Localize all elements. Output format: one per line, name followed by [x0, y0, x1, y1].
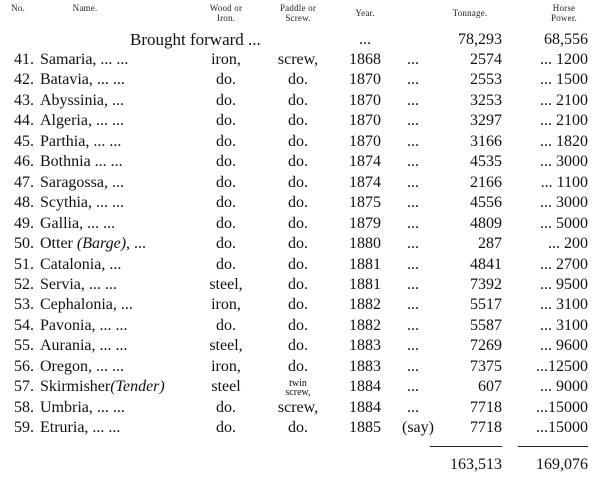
horsepower: ...15000: [536, 398, 588, 416]
separator: ...: [407, 194, 419, 212]
tonnage: 3253: [470, 91, 502, 109]
ship-name: [40, 50, 128, 70]
propulsion: do.: [288, 337, 308, 355]
horsepower: ... 9600: [540, 337, 588, 355]
table-row: [0, 214, 594, 234]
propulsion: do.: [288, 132, 308, 150]
year: 1874: [349, 173, 381, 191]
material: do.: [216, 153, 236, 171]
propulsion: do.: [288, 419, 308, 437]
separator: ...: [407, 71, 419, 89]
material: do.: [216, 112, 236, 130]
propulsion-line1: twin: [289, 378, 307, 390]
horsepower: ... 200: [548, 235, 588, 253]
material: do.: [216, 214, 236, 232]
ship-name: [40, 173, 124, 193]
ship-name-text: Cephalonia, ...: [40, 296, 133, 314]
tonnage: 3166: [470, 132, 502, 150]
propulsion: do.: [288, 316, 308, 334]
ship-name-text: Gallia, ... ...: [40, 214, 116, 232]
material: do.: [216, 255, 236, 273]
tonnage: 607: [478, 378, 502, 396]
separator: ...: [407, 337, 419, 355]
year: 1882: [349, 316, 381, 334]
horsepower: ... 9500: [540, 275, 588, 293]
material: do.: [216, 419, 236, 437]
horsepower: ... 1820: [540, 132, 588, 150]
tonnage: 2553: [470, 71, 502, 89]
propulsion: [263, 379, 333, 397]
table-row: [0, 275, 594, 295]
header-name-label: Name.: [72, 3, 98, 13]
separator: ...: [407, 235, 419, 253]
row-number: 42.: [14, 71, 34, 89]
separator: (say): [402, 419, 434, 437]
tonnage: 5517: [470, 296, 502, 314]
horsepower: ... 2100: [540, 112, 588, 130]
ship-name: [40, 111, 124, 131]
year: 1884: [349, 378, 381, 396]
separator: ...: [407, 316, 419, 334]
ship-name: [40, 234, 146, 254]
ship-name-text: Aurania, ... ...: [40, 337, 128, 355]
tonnage-total-rule: [430, 446, 502, 447]
year: 1882: [349, 296, 381, 314]
header-tonnage: [440, 8, 500, 18]
propulsion: do.: [288, 91, 308, 109]
year: 1881: [349, 255, 381, 273]
ship-name: [40, 275, 117, 295]
totals-row: [0, 455, 594, 475]
ship-name-text: Abyssinia, ...: [40, 91, 124, 109]
row-number: 59.: [14, 419, 34, 437]
row-number: 48.: [14, 194, 34, 212]
year: 1870: [349, 71, 381, 89]
propulsion: screw,: [277, 398, 319, 416]
ship-name-text: Etruria, ... ...: [40, 419, 121, 437]
ship-name-type: (Barge): [76, 235, 127, 253]
year: 1875: [349, 194, 381, 212]
year: 1884: [349, 398, 381, 416]
horsepower: ... 1200: [540, 51, 588, 68]
ship-name-type: (Tender): [110, 378, 165, 396]
material: do.: [216, 173, 236, 191]
row-number: 57.: [14, 378, 34, 396]
ship-name-text: Saragossa, ...: [40, 173, 124, 191]
year: 1885: [349, 419, 381, 437]
table-row: [0, 255, 594, 275]
separator: ...: [407, 357, 419, 375]
material: do.: [216, 132, 236, 150]
header-propulsion-line2: Screw.: [285, 13, 311, 23]
material: do.: [216, 316, 236, 334]
ship-name: [40, 214, 115, 234]
year: 1870: [349, 112, 381, 130]
tonnage: 7375: [470, 357, 502, 375]
table-row: [0, 70, 594, 90]
propulsion-line2: screw,: [285, 387, 311, 399]
header-material-line2: Iron.: [216, 13, 236, 23]
header-no: [6, 3, 30, 13]
separator: ...: [407, 112, 419, 130]
ship-name-text: Samaria, ... ...: [40, 51, 129, 68]
horsepower: ... 3000: [540, 194, 588, 212]
total-tonnage: 163,513: [450, 456, 502, 473]
ship-name: [40, 336, 128, 356]
header-horsepower-line1: Horse: [552, 3, 576, 13]
material: do.: [216, 235, 236, 253]
ship-name: [40, 357, 124, 377]
material: steel,: [209, 337, 243, 355]
ship-name-text: Bothnia ... ...: [40, 153, 123, 171]
total-horsepower: 169,076: [536, 456, 588, 473]
year: 1874: [349, 153, 381, 171]
table-row: [0, 357, 594, 377]
ship-name: [40, 255, 121, 275]
tonnage: 5587: [470, 316, 502, 334]
brought-forward-horsepower: 68,556: [544, 31, 588, 48]
tonnage: 287: [478, 235, 502, 253]
row-number: 43.: [14, 91, 34, 109]
table-row: [0, 132, 594, 152]
tonnage: 4535: [470, 153, 502, 171]
table-row: [0, 50, 594, 70]
tonnage: 7718: [470, 419, 502, 437]
separator: ...: [407, 153, 419, 171]
material: steel: [211, 378, 241, 396]
header-tonnage-label: Tonnage.: [452, 8, 488, 18]
year: 1883: [349, 337, 381, 355]
separator: ...: [407, 173, 419, 191]
table-row: [0, 193, 594, 213]
header-year-label: Year.: [355, 8, 375, 18]
separator: ...: [407, 255, 419, 273]
header-name: [55, 3, 115, 13]
propulsion: do.: [288, 173, 308, 191]
ship-name: [40, 418, 120, 438]
ship-name-text: Parthia, ... ...: [40, 132, 122, 150]
table-row: [0, 234, 594, 254]
propulsion: do.: [288, 71, 308, 89]
ship-name-text: Skirmisher: [40, 378, 111, 396]
row-number: 45.: [14, 132, 34, 150]
ship-name: [40, 295, 133, 315]
propulsion: do.: [288, 214, 308, 232]
header-horsepower-line2: Power.: [551, 13, 577, 23]
ship-name-text: Batavia, ... ...: [40, 71, 125, 89]
table-row: [0, 152, 594, 172]
ship-name: [40, 132, 121, 152]
horsepower: ... 9000: [540, 378, 588, 396]
separator: ...: [407, 398, 419, 416]
separator: ...: [407, 91, 419, 109]
horsepower: ... 2100: [540, 91, 588, 109]
table-row: [0, 295, 594, 315]
propulsion: do.: [288, 153, 308, 171]
horsepower: ... 5000: [540, 214, 588, 232]
propulsion: do.: [288, 194, 308, 212]
brought-forward-row: [0, 30, 594, 50]
row-number: 54.: [14, 316, 34, 334]
table-row: [0, 336, 594, 356]
table-row: [0, 173, 594, 193]
separator: ...: [407, 132, 419, 150]
tonnage: 7718: [470, 398, 502, 416]
propulsion: do.: [288, 112, 308, 130]
row-number: 56.: [14, 357, 34, 375]
header-propulsion-line1: Paddle or: [279, 3, 317, 13]
year: 1879: [349, 214, 381, 232]
ship-name: [40, 316, 128, 336]
header-no-label: No.: [11, 3, 25, 13]
year: 1881: [349, 275, 381, 293]
year: 1870: [349, 132, 381, 150]
separator: ...: [407, 378, 419, 396]
separator: ...: [407, 214, 419, 232]
propulsion: screw,: [277, 51, 319, 68]
ship-name: [40, 193, 124, 213]
ship-name-text: Catalonia, ...: [40, 255, 122, 273]
material: iron,: [211, 296, 241, 314]
table-row: [0, 316, 594, 336]
header-material-line1: Wood or: [209, 3, 243, 13]
tonnage: 2574: [470, 51, 502, 68]
tonnage: 3297: [470, 112, 502, 130]
horsepower: ... 1100: [540, 173, 588, 191]
year: 1868: [349, 51, 381, 68]
horsepower: ...15000: [536, 419, 588, 437]
table-row: [0, 377, 594, 397]
ship-name-text: Algeria, ... ...: [40, 112, 124, 130]
year: 1883: [349, 357, 381, 375]
tonnage: 4809: [470, 214, 502, 232]
ship-name-text: Pavonia, ... ...: [40, 316, 128, 334]
brought-forward-year: ...: [359, 31, 371, 48]
ship-name-text: Oregon, ... ...: [40, 357, 124, 375]
row-number: 46.: [14, 153, 34, 171]
horsepower-total-rule: [518, 446, 588, 447]
header-horsepower: [540, 3, 588, 23]
separator: ...: [407, 275, 419, 293]
propulsion: do.: [288, 255, 308, 273]
horsepower: ... 2700: [540, 255, 588, 273]
header-propulsion: [263, 3, 333, 23]
ship-name: [40, 152, 123, 172]
table-row: [0, 111, 594, 131]
row-number: 47.: [14, 173, 34, 191]
row-number: 51.: [14, 255, 34, 273]
row-number: 50.: [14, 235, 34, 253]
propulsion: do.: [288, 357, 308, 375]
table-row: [0, 398, 594, 418]
separator: ...: [407, 51, 419, 68]
horsepower: ... 3100: [540, 296, 588, 314]
header-year: [345, 8, 385, 18]
ship-name: [40, 91, 124, 111]
row-number: 41.: [14, 51, 34, 68]
tonnage: 4841: [470, 255, 502, 273]
ship-name-text: Servia, ... ...: [40, 275, 117, 293]
row-number: 49.: [14, 214, 34, 232]
row-number: 53.: [14, 296, 34, 314]
year: 1880: [349, 235, 381, 253]
propulsion: do.: [288, 235, 308, 253]
separator: ...: [407, 296, 419, 314]
material: do.: [216, 91, 236, 109]
ship-name-text: Scythia, ... ...: [40, 194, 124, 212]
tonnage: 7269: [470, 337, 502, 355]
horsepower: ... 1500: [540, 71, 588, 89]
year: 1870: [349, 91, 381, 109]
tonnage: 4556: [470, 194, 502, 212]
horsepower: ... 3100: [540, 316, 588, 334]
material: do.: [216, 194, 236, 212]
horsepower: ... 3000: [540, 153, 588, 171]
row-number: 58.: [14, 398, 34, 416]
material: steel,: [209, 275, 243, 293]
row-number: 44.: [14, 112, 34, 130]
propulsion: do.: [288, 275, 308, 293]
propulsion: do.: [288, 296, 308, 314]
tonnage: 2166: [470, 173, 502, 191]
row-number: 55.: [14, 337, 34, 355]
ship-name-suffix: , ...: [126, 235, 147, 253]
brought-forward-label: Brought forward ...: [130, 30, 261, 49]
ship-name: [40, 377, 165, 397]
ship-name: [40, 70, 125, 90]
ship-name-text: Otter: [40, 235, 77, 253]
material: iron,: [211, 51, 241, 68]
table-row: [0, 91, 594, 111]
tonnage: 7392: [470, 275, 502, 293]
header-material: [198, 3, 254, 23]
ship-name: [40, 398, 125, 418]
row-number: 52.: [14, 275, 34, 293]
material: do.: [216, 398, 236, 416]
horsepower: ...12500: [536, 357, 588, 375]
table-row: [0, 418, 594, 438]
material: do.: [216, 71, 236, 89]
ship-name-text: Umbria, ... ...: [40, 398, 125, 416]
brought-forward-tonnage: 78,293: [458, 31, 502, 48]
material: iron,: [211, 357, 241, 375]
